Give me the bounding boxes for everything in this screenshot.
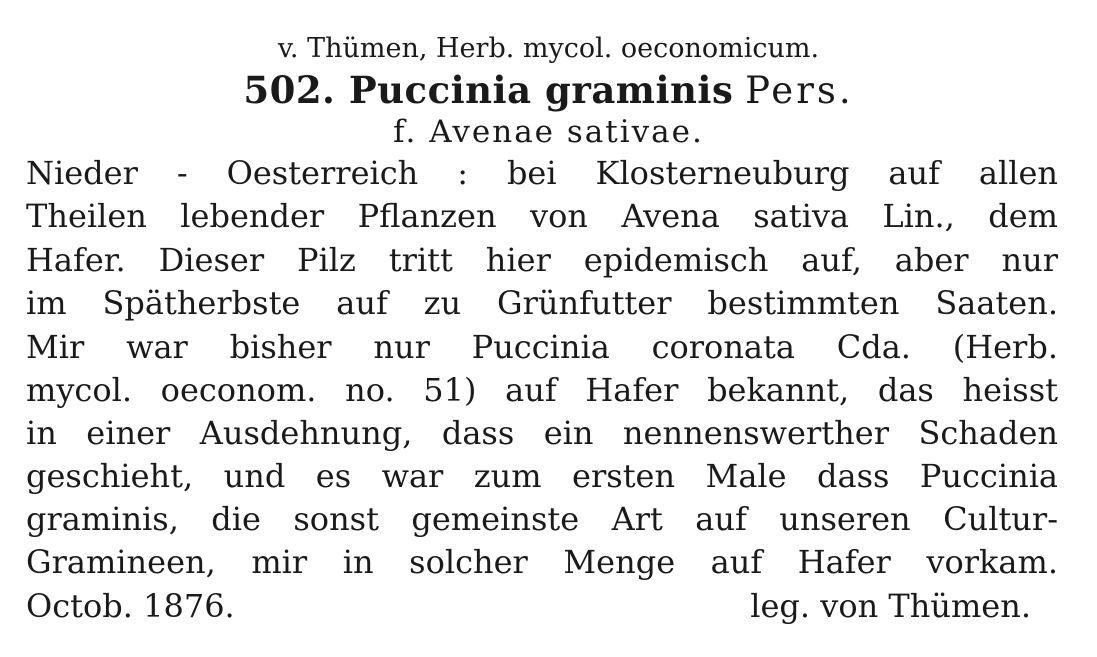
body-line-5: Mir war bisher nur Puccinia coronata Cda. (Herb. bbox=[26, 328, 1058, 366]
species-number-and-name: 502. Puccinia graminis bbox=[243, 68, 734, 112]
footer-line bbox=[26, 586, 1031, 626]
forma-name: f. Avenae sativae. bbox=[393, 114, 704, 150]
body-line-7: in einer Ausdehnung, dass ein nennenswerther Schaden bbox=[26, 414, 1058, 452]
body-line-2: Theilen lebender Pflanzen von Avena sativa Lin., dem bbox=[26, 197, 1058, 235]
body-line-1: Nieder - Oesterreich : bei Klosterneuburg auf allen bbox=[26, 154, 1058, 192]
body-line-6: mycol. oeconom. no. 51) auf Hafer bekannt, das heisst bbox=[26, 371, 1058, 409]
body-line-4: im Spätherbste auf zu Grünfutter bestimmten Saaten. bbox=[26, 284, 1058, 322]
collector-name: leg. von Thümen. bbox=[750, 587, 1031, 625]
body-line-10: Gramineen, mir in solcher Menge auf Hafer vorkam. bbox=[26, 543, 1058, 581]
collection-date: Octob. 1876. bbox=[26, 587, 235, 625]
body-line-8: geschieht, und es war zum ersten Male dass Puccinia bbox=[26, 457, 1058, 495]
body-line-3: Hafer. Dieser Pilz tritt hier epidemisch auf, aber nur bbox=[26, 241, 1058, 279]
herbarium-title: v. Thümen, Herb. mycol. oeconomicum. bbox=[277, 33, 820, 64]
species-heading bbox=[0, 68, 1097, 113]
species-author: Pers. bbox=[745, 69, 854, 112]
body-line-9: graminis, die sonst gemeinste Art auf unseren Cultur- bbox=[26, 500, 1058, 538]
